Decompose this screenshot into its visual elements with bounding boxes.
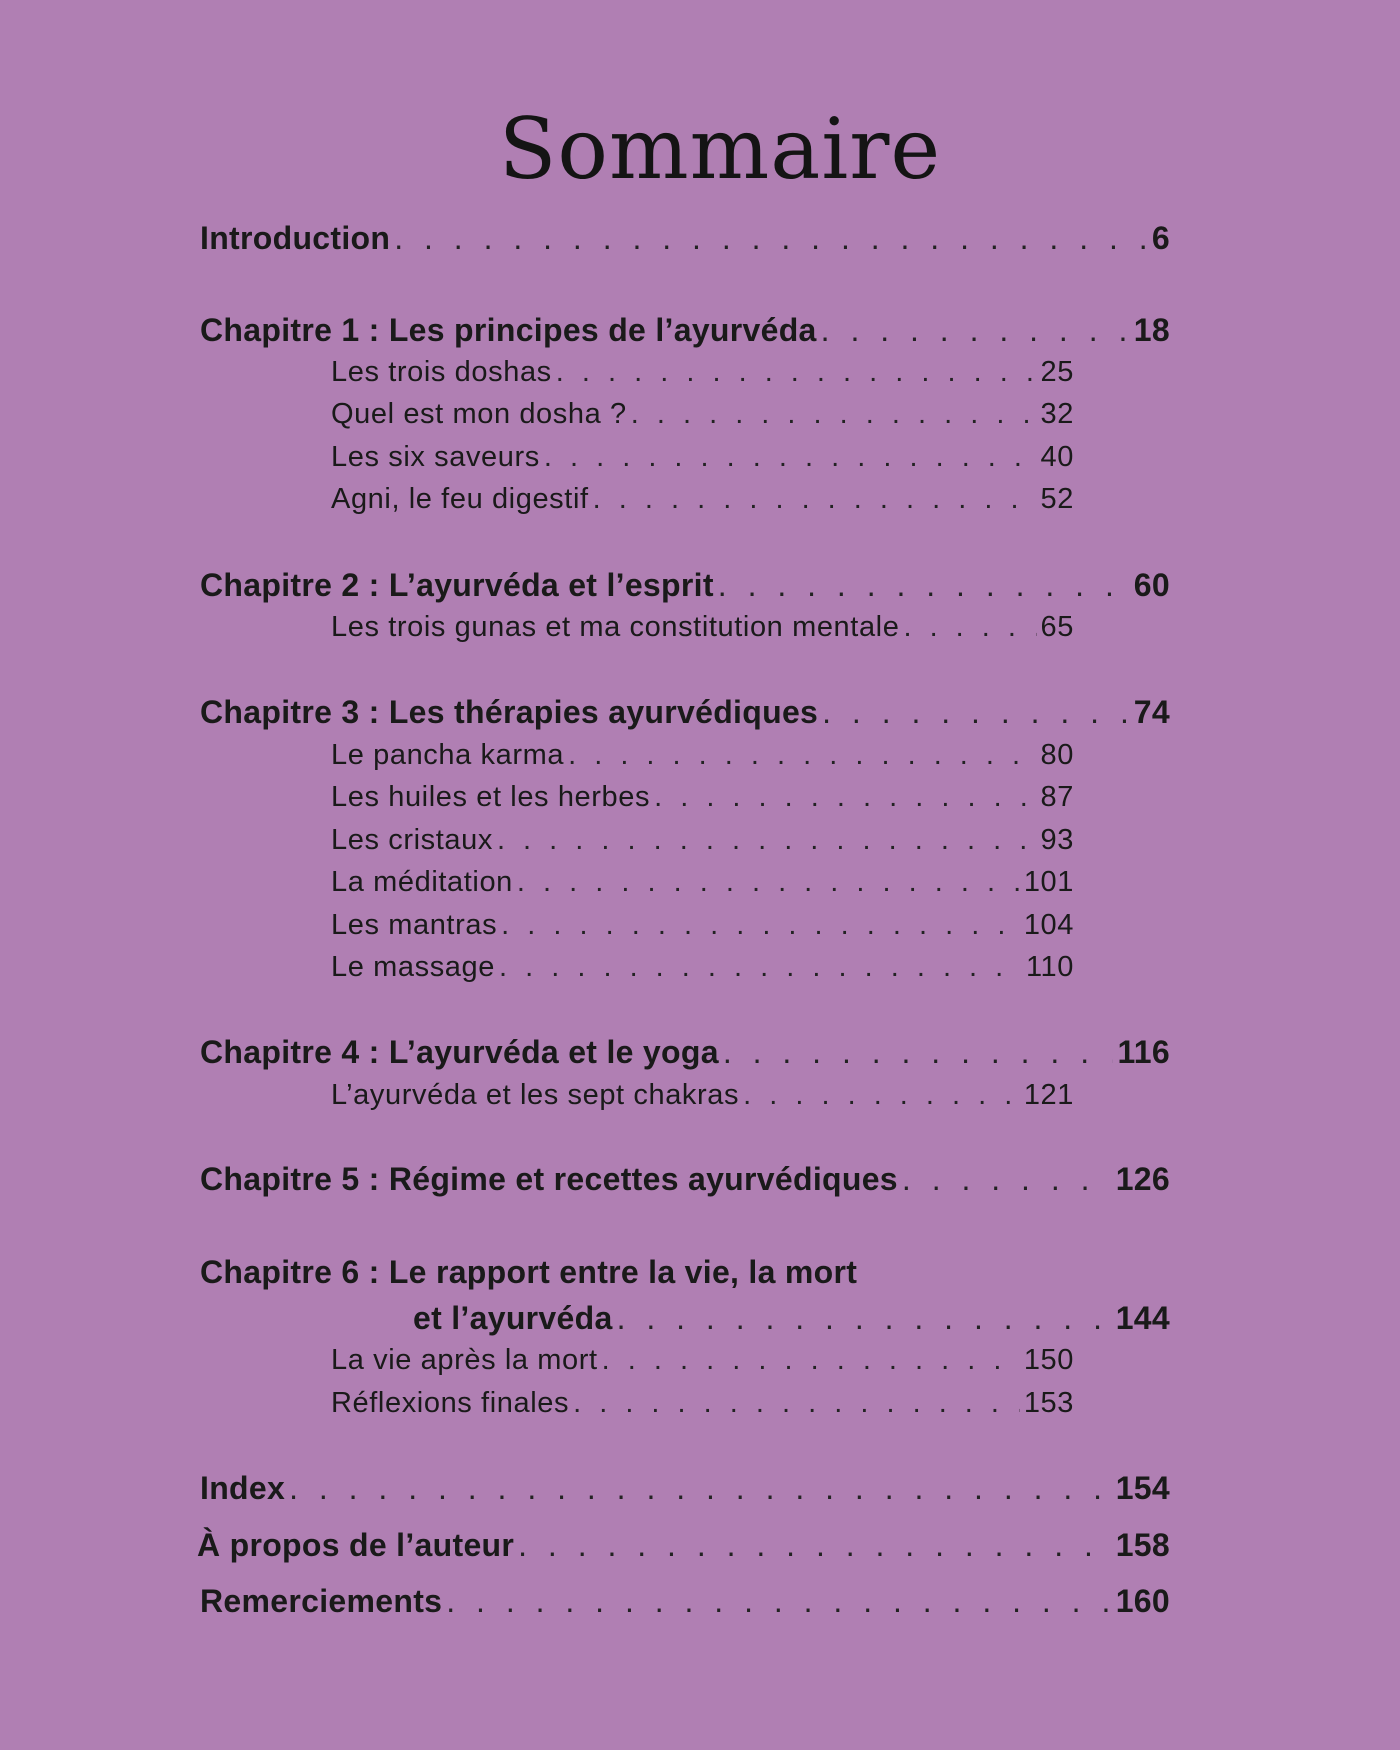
- entry-label: Chapitre 5 : Régime et recettes ayurvédiques: [200, 1161, 898, 1197]
- entry-label: Agni, le feu digestif: [331, 483, 589, 515]
- page-number: 160: [1115, 1583, 1170, 1619]
- entry-label: Chapitre 1 : Les principes de l’ayurvéda: [200, 312, 817, 348]
- page-number: 121: [1023, 1079, 1074, 1111]
- toc-subentry[interactable]: [331, 1077, 1074, 1113]
- toc-subentry[interactable]: [331, 779, 1074, 815]
- entry-label: Chapitre 4 : L’ayurvéda et le yoga: [200, 1034, 719, 1070]
- toc-subentry[interactable]: [331, 609, 1074, 645]
- entry-label: L’ayurvéda et les sept chakras: [331, 1079, 740, 1111]
- page-number: 154: [1115, 1470, 1170, 1506]
- toc-subentry[interactable]: [331, 354, 1074, 390]
- entry-label: La méditation: [331, 866, 513, 898]
- page-number: 150: [1023, 1344, 1074, 1376]
- page-number: 6: [1151, 220, 1170, 256]
- entry-label: À propos de l’auteur: [197, 1527, 515, 1563]
- toc-entry-chapitre-6-line1[interactable]: Chapitre 6 : Le rapport entre la vie, la mort: [200, 1254, 858, 1290]
- dot-leader: [654, 779, 1036, 815]
- dot-leader: [497, 822, 1037, 858]
- toc-subentry[interactable]: [331, 822, 1074, 858]
- page-number: 52: [1040, 483, 1074, 515]
- entry-label: Les trois gunas et ma constitution mentale: [331, 611, 900, 643]
- entry-label: Les cristaux: [331, 824, 493, 856]
- page-number: 87: [1040, 781, 1074, 813]
- toc-subentry[interactable]: [331, 1342, 1074, 1378]
- page-number: 116: [1117, 1034, 1170, 1070]
- toc-subentry[interactable]: [331, 949, 1074, 985]
- page-number: 144: [1115, 1300, 1170, 1336]
- dot-leader: [289, 1468, 1112, 1508]
- dot-leader: [556, 354, 1037, 390]
- toc-entry-chapitre-4[interactable]: [200, 1032, 1170, 1072]
- dot-leader: [602, 1342, 1020, 1378]
- dot-leader: [718, 565, 1130, 605]
- toc-subentry[interactable]: [331, 396, 1074, 432]
- entry-label: Chapitre 2 : L’ayurvéda et l’esprit: [200, 567, 714, 603]
- dot-leader: [821, 310, 1130, 350]
- dot-leader: [499, 949, 1022, 985]
- dot-leader: [593, 481, 1037, 517]
- toc-entry-chapitre-2[interactable]: [200, 565, 1170, 605]
- dot-leader: [501, 907, 1020, 943]
- page-number: 110: [1025, 951, 1074, 983]
- page-title: Sommaire: [498, 100, 942, 198]
- entry-label: Réflexions finales: [331, 1387, 570, 1419]
- entry-label: Remerciements: [200, 1583, 443, 1619]
- entry-label: Le massage: [331, 951, 495, 983]
- dot-leader: [903, 609, 1036, 645]
- toc-subentry[interactable]: [331, 737, 1074, 773]
- page-number: 153: [1023, 1387, 1074, 1419]
- toc-subentry[interactable]: [331, 481, 1074, 517]
- page-number: 93: [1040, 824, 1074, 856]
- toc-entry-index[interactable]: [200, 1468, 1170, 1508]
- page-number: 74: [1133, 694, 1170, 730]
- toc-subentry[interactable]: [331, 439, 1074, 475]
- dot-leader: [568, 737, 1036, 773]
- entry-label: Les trois doshas: [331, 356, 552, 388]
- dot-leader: [902, 1159, 1112, 1199]
- page-number: 18: [1133, 312, 1170, 348]
- dot-leader: [822, 692, 1130, 732]
- toc-entry-chapitre-6-line2[interactable]: [413, 1298, 1170, 1338]
- page-number: 104: [1023, 909, 1074, 941]
- toc-entry-chapitre-3[interactable]: [200, 692, 1170, 732]
- toc-entry-remerciements[interactable]: [200, 1581, 1170, 1621]
- dot-leader: [394, 218, 1148, 258]
- dot-leader: [617, 1298, 1112, 1338]
- entry-label: Les mantras: [331, 909, 498, 941]
- page-number: 80: [1040, 739, 1074, 771]
- dot-leader: [743, 1077, 1020, 1113]
- dot-leader: [723, 1032, 1114, 1072]
- page-number: 65: [1040, 611, 1074, 643]
- page-number: 25: [1040, 356, 1074, 388]
- toc-subentry[interactable]: [331, 864, 1074, 900]
- toc-subentry[interactable]: [331, 1385, 1074, 1421]
- dot-leader: [573, 1385, 1020, 1421]
- entry-label: Quel est mon dosha ?: [331, 398, 627, 430]
- entry-label: Les huiles et les herbes: [331, 781, 651, 813]
- entry-label: La vie après la mort: [331, 1344, 598, 1376]
- toc-entry-chapitre-5[interactable]: [200, 1159, 1170, 1199]
- toc-subentry[interactable]: [331, 907, 1074, 943]
- toc-entry-introduction[interactable]: [200, 218, 1170, 258]
- toc-entry-chapitre-1[interactable]: [200, 310, 1170, 350]
- toc-entry-auteur[interactable]: [197, 1525, 1170, 1565]
- dot-leader: [631, 396, 1037, 432]
- entry-label: et l’ayurvéda: [413, 1300, 613, 1336]
- entry-label: Chapitre 3 : Les thérapies ayurvédiques: [200, 694, 819, 730]
- page-number: 60: [1133, 567, 1170, 603]
- entry-label: Index: [200, 1470, 286, 1506]
- page-number: 40: [1040, 441, 1074, 473]
- entry-label: Le pancha karma: [331, 739, 565, 771]
- page-number: 126: [1115, 1161, 1170, 1197]
- entry-label: Introduction: [200, 220, 391, 256]
- entry-label: Les six saveurs: [331, 441, 540, 473]
- dot-leader: [544, 439, 1037, 475]
- page-number: 158: [1115, 1527, 1170, 1563]
- dot-leader: [518, 1525, 1112, 1565]
- dot-leader: [446, 1581, 1111, 1621]
- page-number: 32: [1040, 398, 1074, 430]
- page-number: 101: [1023, 866, 1074, 898]
- dot-leader: [517, 864, 1020, 900]
